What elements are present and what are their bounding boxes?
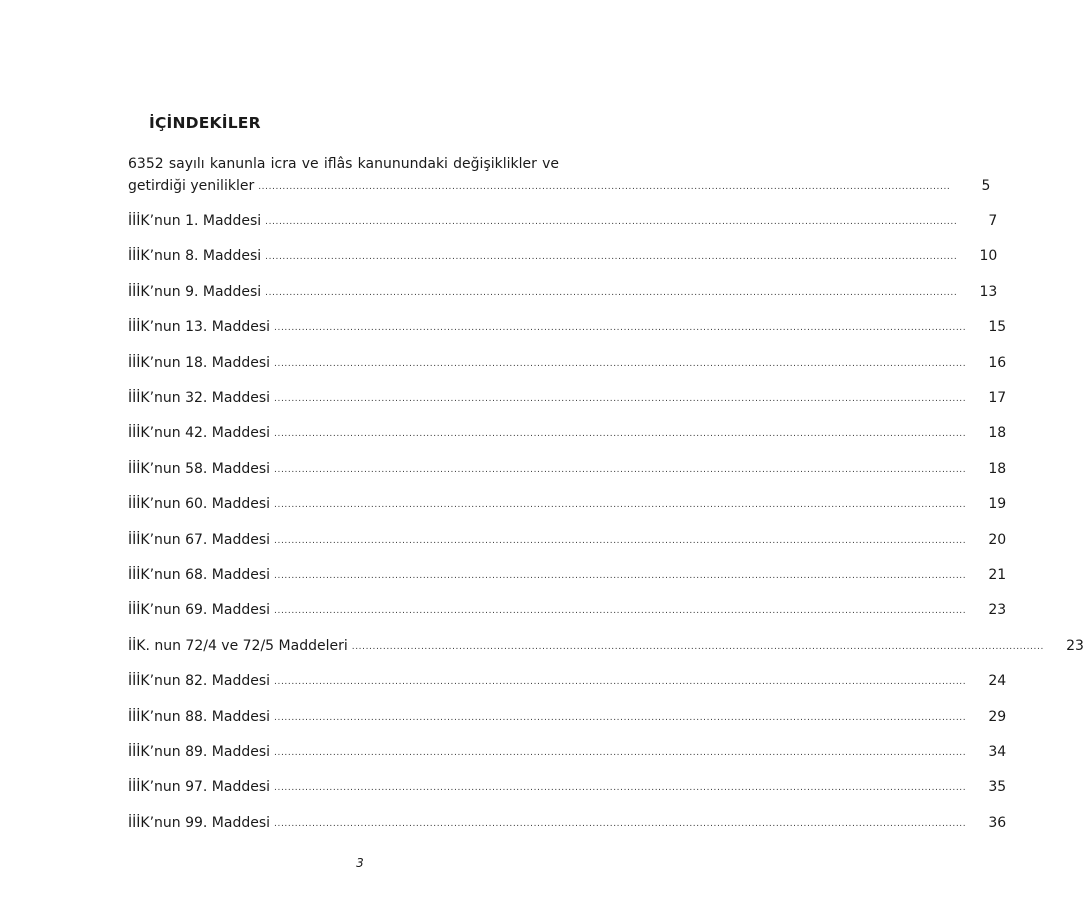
toc-entry-page: 23 xyxy=(988,602,1007,618)
toc-entry-label: getirdiği yenilikler xyxy=(128,178,255,194)
toc-entry-page: 15 xyxy=(988,319,1007,335)
toc-entry xyxy=(128,670,1007,692)
toc-entry xyxy=(128,564,1007,586)
toc-entry xyxy=(128,458,1007,480)
toc-entry xyxy=(128,493,1007,515)
toc-leader-dots: ........................................................................................................................................................................................................ xyxy=(274,323,967,333)
toc-leader-dots: ........................................................................................................................................................................................................ xyxy=(258,182,951,192)
toc-entry xyxy=(128,529,1007,551)
toc-entry-page: 35 xyxy=(988,779,1007,795)
toc-entry-label: İİİK’nun 67. Maddesi xyxy=(128,532,271,548)
toc-entry-label: İİK. nun 72/4 ve 72/5 Maddeleri xyxy=(128,638,348,654)
toc-entry-label: İİİK’nun 89. Maddesi xyxy=(128,744,271,760)
toc-entry xyxy=(128,776,1007,798)
toc-entry-page: 17 xyxy=(988,390,1007,406)
toc-leader-dots: ........................................................................................................................................................................................................ xyxy=(274,819,967,829)
toc-entry xyxy=(128,387,1007,409)
toc-entry-page: 13 xyxy=(979,284,998,300)
toc-entry xyxy=(128,281,998,303)
toc-entry-label: İİİK’nun 9. Maddesi xyxy=(128,284,262,300)
toc-entry-page: 23 xyxy=(1066,638,1084,654)
toc-leader-dots: ........................................................................................................................................................................................................ xyxy=(274,359,967,369)
toc-entry xyxy=(128,812,1007,834)
toc-leader-dots: ........................................................................................................................................................................................................ xyxy=(274,394,967,404)
toc-entry-page: 29 xyxy=(988,709,1007,725)
toc-entry xyxy=(128,245,998,267)
toc-entry-label: İİİK’nun 99. Maddesi xyxy=(128,815,271,831)
toc-entry-label: İİİK’nun 68. Maddesi xyxy=(128,567,271,583)
toc-leader-dots: ........................................................................................................................................................................................................ xyxy=(265,288,958,298)
toc-entry-label: İİİK’nun 69. Maddesi xyxy=(128,602,271,618)
toc-entry xyxy=(128,706,1007,728)
toc-entry-label: İİİK’nun 32. Maddesi xyxy=(128,390,271,406)
toc-entry-label: İİİK’nun 58. Maddesi xyxy=(128,461,271,477)
toc-entry-page: 19 xyxy=(988,496,1007,512)
toc-entry-page: 5 xyxy=(981,178,991,194)
toc-entry-page: 36 xyxy=(988,815,1007,831)
page-number: 3 xyxy=(356,856,364,870)
toc-leader-dots: ........................................................................................................................................................................................................ xyxy=(274,748,967,758)
toc-entry-label: İİİK’nun 18. Maddesi xyxy=(128,355,271,371)
toc-entry-label: İİİK’nun 82. Maddesi xyxy=(128,673,271,689)
toc-leader-dots: ........................................................................................................................................................................................................ xyxy=(274,783,967,793)
toc-leader-dots: ........................................................................................................................................................................................................ xyxy=(265,252,958,262)
toc-entry xyxy=(128,316,1007,338)
toc-leader-dots: ........................................................................................................................................................................................................ xyxy=(274,677,967,687)
toc-entry xyxy=(128,741,1007,763)
toc-entry-label: İİİK’nun 97. Maddesi xyxy=(128,779,271,795)
toc-entry-page: 18 xyxy=(988,461,1007,477)
toc-entry-page: 20 xyxy=(988,532,1007,548)
toc-entry-label: İİİK’nun 42. Maddesi xyxy=(128,425,271,441)
toc-entry-label: İİİK’nun 1. Maddesi xyxy=(128,213,262,229)
toc-leader-dots: ........................................................................................................................................................................................................ xyxy=(274,429,967,439)
toc-leader-dots: ........................................................................................................................................................................................................ xyxy=(265,217,958,227)
toc-entry xyxy=(128,210,998,232)
toc-leader-dots: ........................................................................................................................................................................................................ xyxy=(274,571,967,581)
toc-entry xyxy=(128,422,1007,444)
toc-entry-label: İİİK’nun 13. Maddesi xyxy=(128,319,271,335)
toc-entry-page: 7 xyxy=(988,213,998,229)
toc-entry-page: 21 xyxy=(988,567,1007,583)
toc-entry-page: 10 xyxy=(979,248,998,264)
toc-intro-line1: 6352 sayılı kanunla icra ve iflâs kanunundaki değişiklikler ve xyxy=(128,156,559,172)
toc-leader-dots: ........................................................................................................................................................................................................ xyxy=(274,713,967,723)
toc-entry xyxy=(128,599,1007,621)
toc-entry-label: İİİK’nun 88. Maddesi xyxy=(128,709,271,725)
toc-entry-page: 24 xyxy=(988,673,1007,689)
page-title: İÇİNDEKİLER xyxy=(149,114,261,132)
toc-intro-line2 xyxy=(128,175,991,197)
toc-leader-dots: ........................................................................................................................................................................................................ xyxy=(274,606,967,616)
toc-intro-entry xyxy=(128,153,991,197)
toc-entry-page: 16 xyxy=(988,355,1007,371)
toc-leader-dots: ........................................................................................................................................................................................................ xyxy=(274,536,967,546)
toc-entry-page: 18 xyxy=(988,425,1007,441)
toc-leader-dots: ........................................................................................................................................................................................................ xyxy=(274,465,967,475)
toc-entry xyxy=(128,352,1007,374)
toc-entry-label: İİİK’nun 60. Maddesi xyxy=(128,496,271,512)
toc-leader-dots: ........................................................................................................................................................................................................ xyxy=(274,500,967,510)
toc-leader-dots: ........................................................................................................................................................................................................ xyxy=(351,642,1044,652)
toc-entry xyxy=(128,635,1084,657)
toc-entry-page: 34 xyxy=(988,744,1007,760)
toc-entry-label: İİİK’nun 8. Maddesi xyxy=(128,248,262,264)
